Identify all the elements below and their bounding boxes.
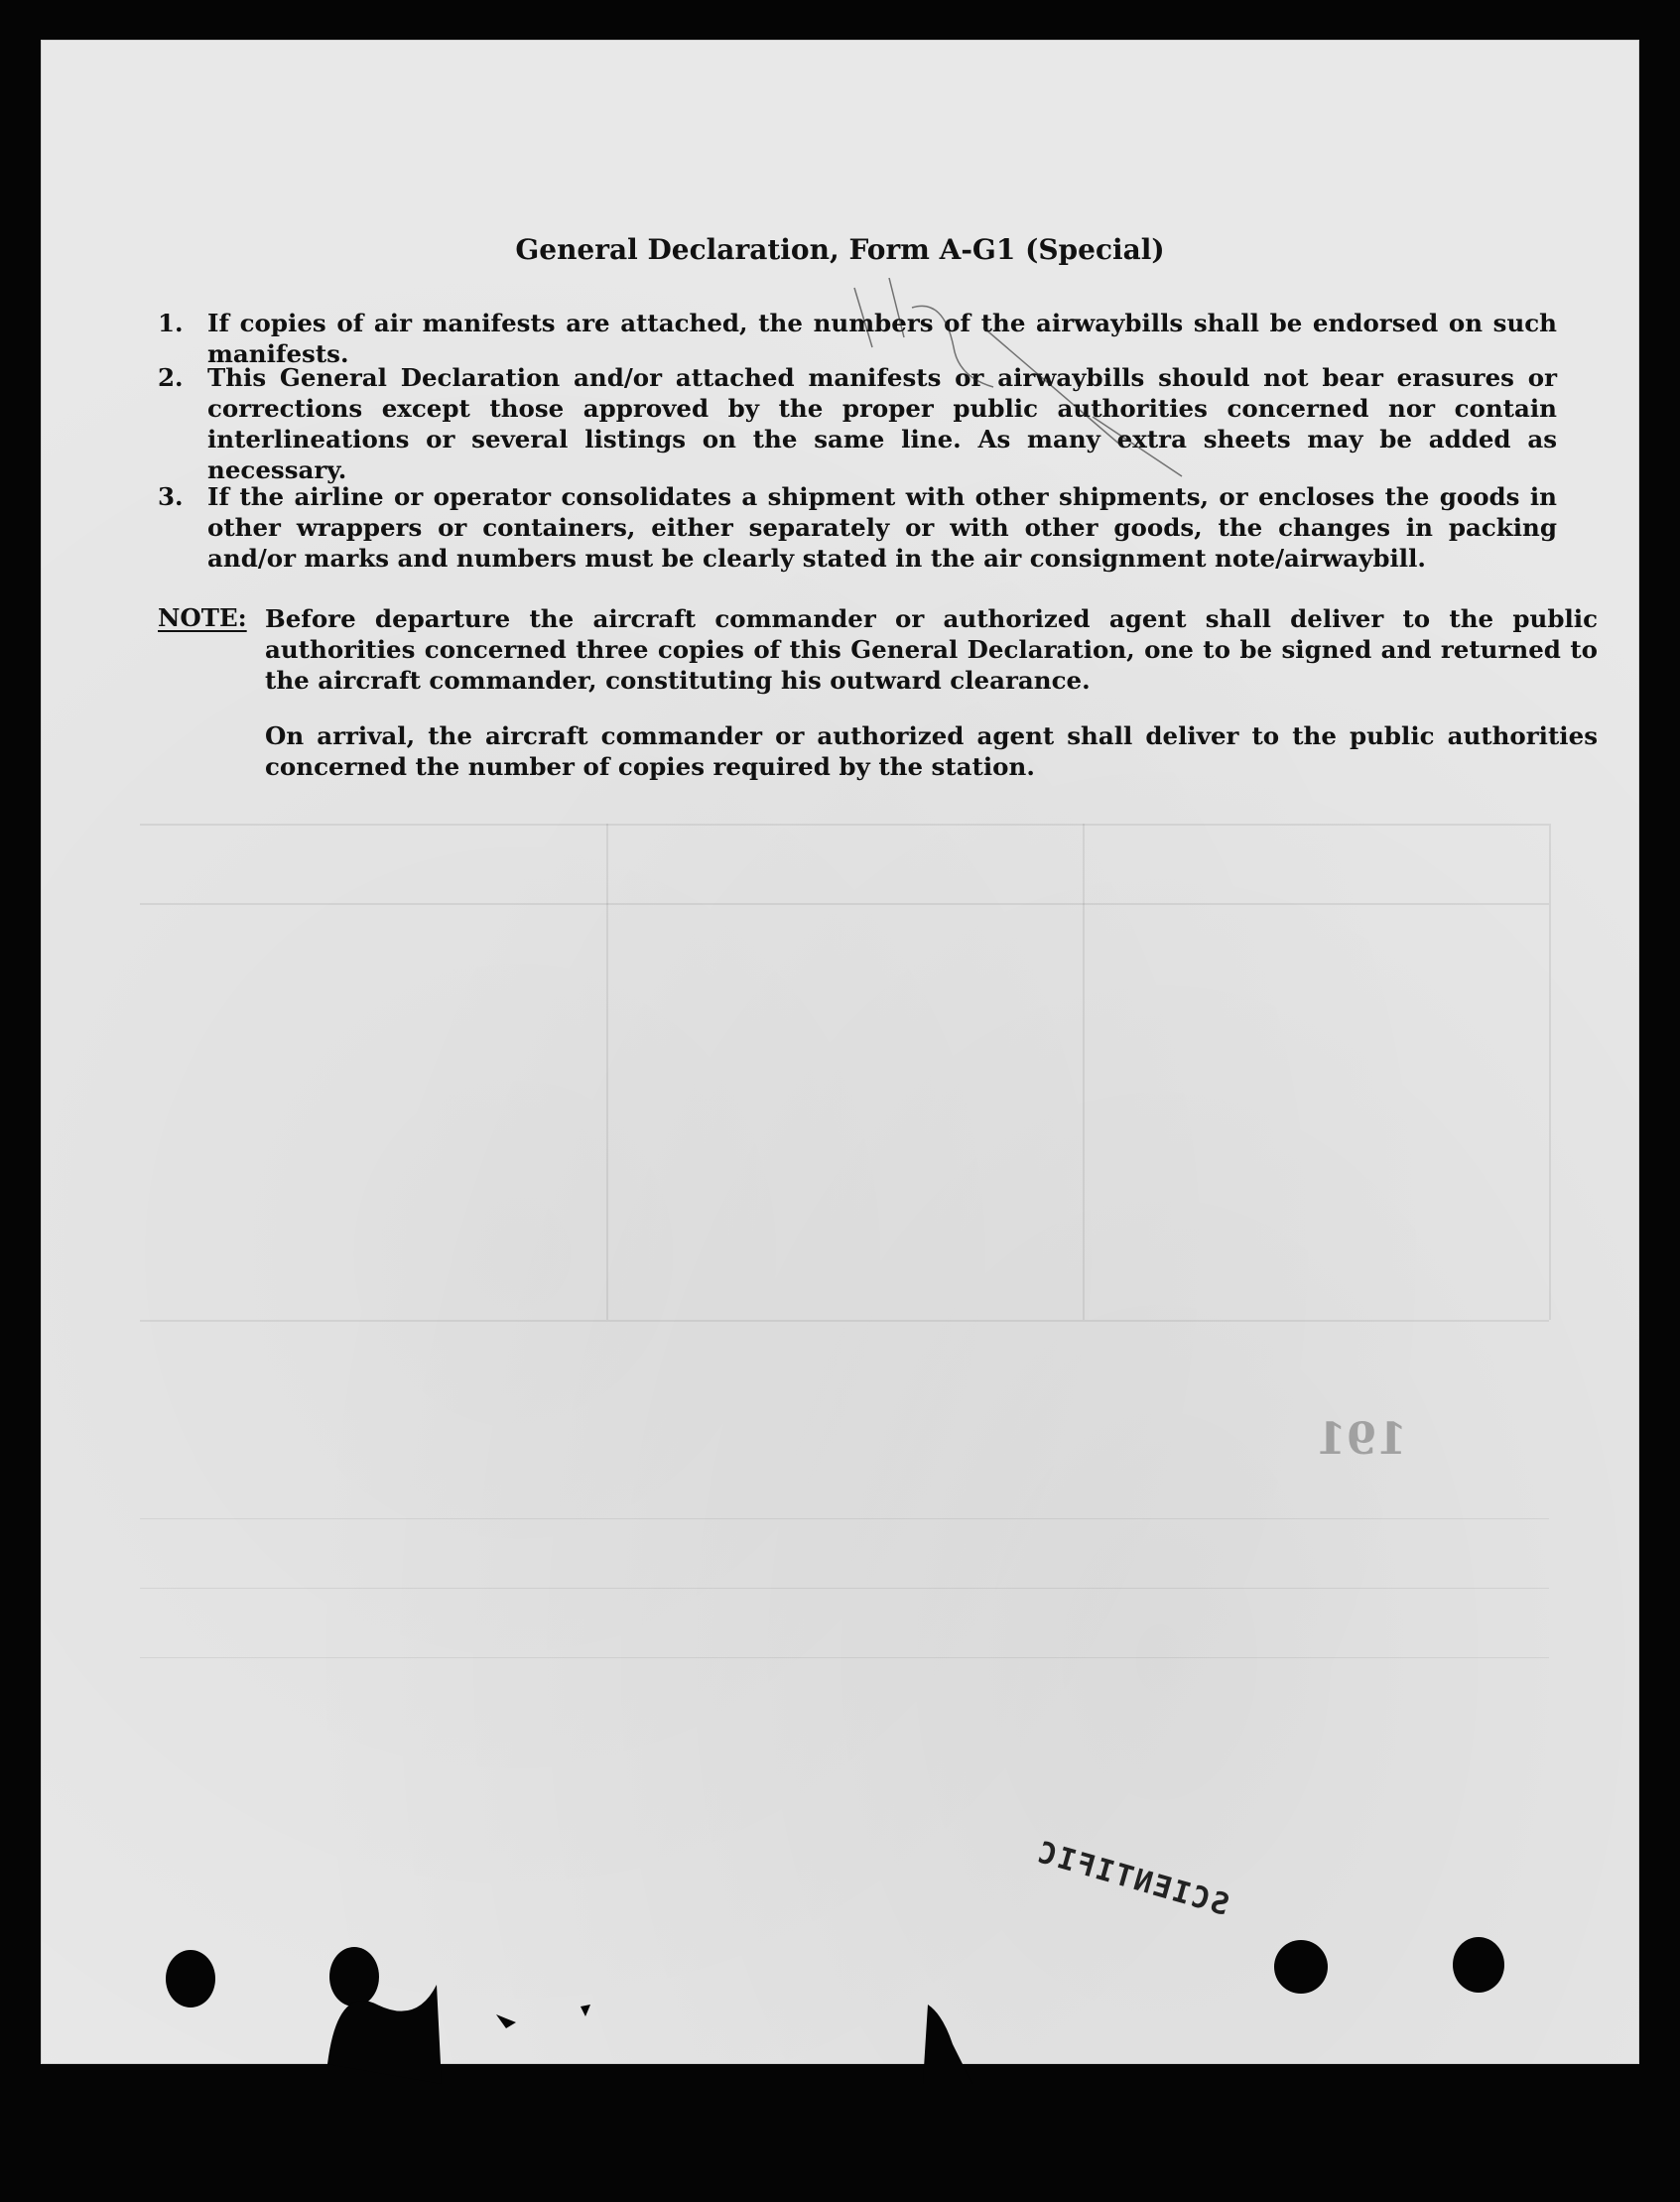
bleed-through-line — [1083, 824, 1085, 1320]
note-label: NOTE: — [158, 603, 247, 632]
torn-edge-icon — [0, 1945, 1680, 2084]
item-number: 2. — [158, 363, 184, 392]
pen-mark-icon — [795, 278, 1251, 496]
item-number: 3. — [158, 482, 184, 511]
bleed-through-line — [140, 1588, 1549, 1589]
bleed-through-line — [140, 1518, 1549, 1519]
note-paragraph: On arrival, the aircraft commander or authorized agent shall deliver to the public authorities concerned the number of copies required by the station. — [265, 721, 1598, 781]
item-text: This General Declaration and/or attached manifests or airwaybills should not bear erasures or corrections except those approved by the proper public authorities concerned nor contain interlineations or several listings on the same line. As many extra sheets may be added as necessary. — [207, 363, 1557, 484]
bleed-through-line — [140, 903, 1549, 905]
bleed-through-line — [140, 1657, 1549, 1658]
item-text: If the airline or operator consolidates a shipment with other shipments, or encloses the goods in other wrappers or containers, either separately or with other goods, the changes in packing and/or marks and numbers must be clearly stated in the air consignment note/airwaybill. — [207, 482, 1557, 573]
bleed-through-line — [140, 824, 1549, 826]
document-page — [41, 40, 1639, 2064]
document-title: General Declaration, Form A-G1 (Special) — [515, 233, 1165, 266]
bleed-through-line — [1549, 824, 1551, 1320]
scientific-stamp: SCIENTIFIC — [1032, 1835, 1233, 1923]
item-number: 1. — [158, 309, 184, 337]
note-paragraph: Before departure the aircraft commander or authorized agent shall deliver to the public authorities concerned three copies of this General Declaration, one to be signed and returned to the aircraft commander, constituting his outward clearance. — [265, 604, 1598, 695]
bleed-through-line — [606, 824, 608, 1320]
item-text: If copies of air manifests are attached, the numbers of the airwaybills shall be endorsed on such manifests. — [207, 309, 1557, 368]
bleed-through-line — [140, 1320, 1549, 1322]
bleed-through-number: 191 — [1316, 1414, 1407, 1465]
